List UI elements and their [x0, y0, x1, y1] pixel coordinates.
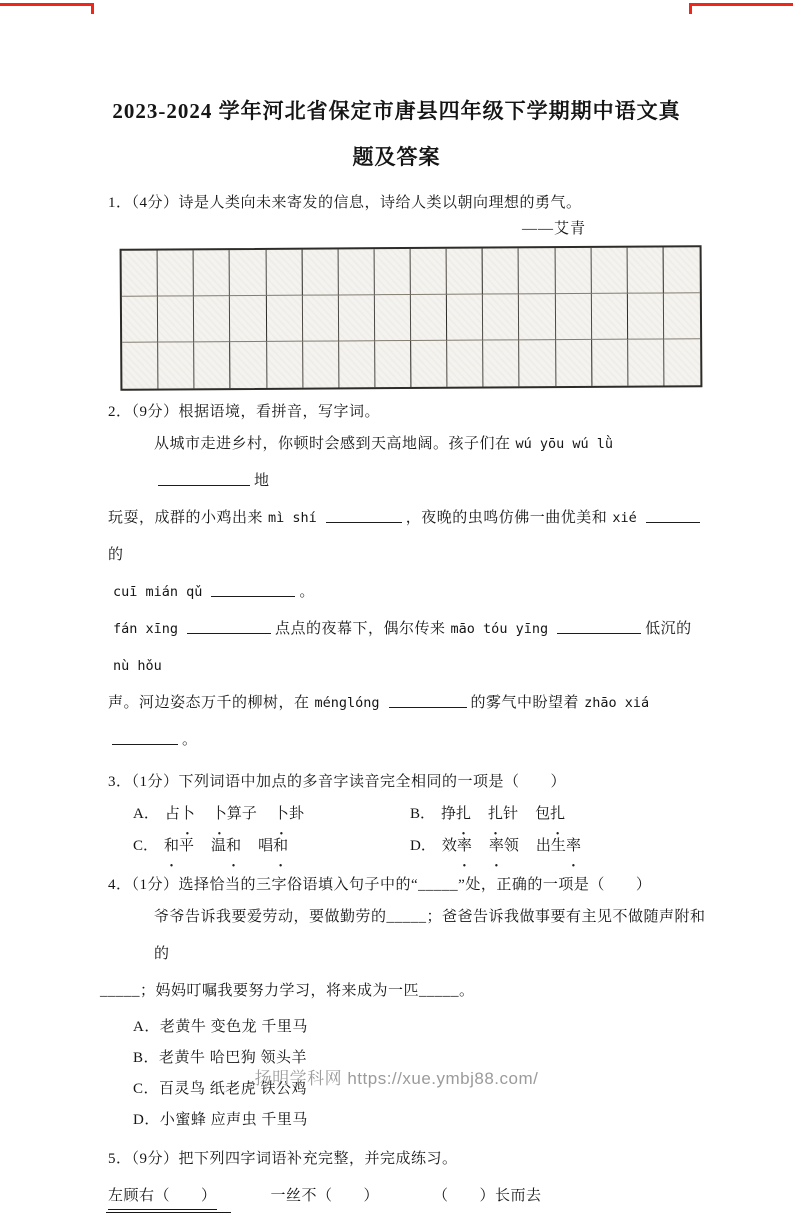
- sentence-text: 。: [182, 732, 198, 748]
- grid-cell: [339, 295, 375, 341]
- answer-blank: [187, 628, 271, 634]
- q3-option-a: [133, 798, 410, 830]
- grid-cell: [628, 293, 664, 339]
- pinyin-text: nù hǒu: [113, 658, 162, 674]
- answer-blank: [389, 702, 467, 708]
- question-1-attribution: ——艾青: [521, 221, 586, 237]
- grid-cell: [339, 341, 375, 387]
- grid-cell: [411, 341, 447, 387]
- sentence-text: 。: [299, 584, 315, 600]
- grid-cell: [230, 296, 266, 342]
- option-word: 率领: [488, 838, 519, 854]
- grid-cell: [375, 295, 411, 341]
- answer-blank: [158, 480, 250, 486]
- answer-blank: [326, 517, 402, 523]
- option-word: 温和: [211, 838, 242, 854]
- pinyin-text: zhāo xiá: [584, 695, 650, 711]
- sentence-text: 从城市走进乡村，你顿时会感到天高地阔。孩子们在: [154, 436, 511, 452]
- pinyin-text: māo tóu yīng: [450, 621, 549, 637]
- q3-option-d: [410, 830, 708, 862]
- grid-cell: [483, 340, 519, 386]
- grid-cell: [447, 295, 483, 341]
- grid-cell: [483, 248, 519, 294]
- question-2-passage: [108, 426, 708, 759]
- grid-cell: [592, 340, 628, 386]
- answer-blank: [112, 739, 178, 745]
- grid-cell: [664, 339, 700, 385]
- grid-cell: [266, 250, 302, 296]
- option-word: 卜算子: [211, 806, 257, 822]
- answer-writing-grid: [120, 245, 703, 391]
- grid-cell: [374, 249, 410, 295]
- grid-cell: [555, 248, 591, 294]
- question-3-label: 3．（1分）下列词语中加点的多音字读音完全相同的一项是（ ）: [108, 774, 567, 790]
- answer-blank: [646, 517, 700, 523]
- option-word: 出生率: [535, 838, 581, 854]
- q3-option-a-words: [165, 806, 321, 822]
- page-title-line-2: 题及答案: [352, 145, 441, 169]
- grid-cell: [194, 342, 230, 388]
- grid-cell: [302, 295, 338, 341]
- grid-cell: [375, 341, 411, 387]
- q3-option-a-key: A．: [133, 806, 159, 822]
- crop-mark-top-right-horizontal: [689, 3, 793, 6]
- option-row: A．老黄牛 变色龙 千里马: [133, 1019, 308, 1035]
- exam-body: [100, 190, 708, 1210]
- q3-option-b: [410, 798, 708, 830]
- sentence-text: 玩耍，成群的小鸡出来: [108, 510, 264, 526]
- sentence-text: 点点的夜幕下，偶尔传来: [275, 621, 446, 637]
- q3-option-d-words: [442, 838, 598, 854]
- option-word: 扎针: [488, 806, 519, 822]
- grid-cell: [520, 340, 556, 386]
- crop-mark-top-right-vertical: [689, 3, 692, 14]
- q3-option-d-key: D．: [410, 838, 436, 854]
- page-title-line-1: 2023-2024 学年河北省保定市唐县四年级下学期期中语文真: [112, 99, 681, 123]
- option-word: 包扎: [535, 806, 566, 822]
- crop-mark-top-left-vertical: [91, 3, 94, 14]
- q4-line-1: 爷爷告诉我要爱劳动，要做勤劳的_____；爸爸告诉我做事要有主见不做随声附和的: [154, 909, 706, 962]
- grid-cell: [158, 250, 194, 296]
- answer-blank: [211, 591, 295, 597]
- grid-cell: [411, 249, 447, 295]
- grid-cell: [194, 250, 230, 296]
- question-2-label: 2．（9分）根据语境，看拼音，写字词。: [108, 404, 381, 420]
- grid-cell: [555, 294, 591, 340]
- q4-line-2: _____；妈妈叮嘱我要努力学习，将来成为一匹_____。: [100, 983, 475, 999]
- q3-option-c-key: C．: [133, 838, 159, 854]
- grid-cell: [591, 248, 627, 294]
- option-word: 效率: [441, 838, 472, 854]
- idiom-item: 左顾右（ ）: [108, 1183, 217, 1210]
- idiom-item: （ ）长而去: [433, 1188, 542, 1204]
- sentence-text: 的雾气中盼望着: [470, 695, 580, 711]
- grid-cell: [483, 294, 519, 340]
- footer-watermark: 扬明学科网 https://xue.ymbj88.com/: [254, 1069, 539, 1088]
- grid-cell: [447, 341, 483, 387]
- sentence-text: 地: [254, 473, 270, 489]
- pinyin-text: xié: [612, 510, 637, 526]
- pinyin-text: mì shí: [268, 510, 317, 526]
- grid-cell: [591, 294, 627, 340]
- question-1-label: 1．（4分）诗是人类向未来寄发的信息，诗给人类以朝向理想的勇气。: [108, 195, 582, 211]
- question-4-label: 4．（1分）选择恰当的三字俗语填入句子中的“_____”处，正确的一项是（ ）: [108, 877, 652, 893]
- q2-line-3: [108, 574, 708, 611]
- pinyin-text: ménglóng: [314, 695, 380, 711]
- q3-option-b-words: [441, 806, 582, 822]
- grid-cell: [663, 247, 699, 293]
- grid-cell: [158, 296, 194, 342]
- grid-cell: [628, 339, 664, 385]
- idiom-item: 一丝不（ ）: [270, 1188, 380, 1204]
- option-word: 唱和: [258, 838, 289, 854]
- grid-cell: [266, 296, 302, 342]
- grid-cell: [664, 293, 700, 339]
- grid-cell: [411, 295, 447, 341]
- q2-line-5: [108, 685, 708, 759]
- grid-cell: [447, 249, 483, 295]
- grid-cell: [267, 342, 303, 388]
- pinyin-text: cuī mián qǔ: [113, 584, 203, 600]
- grid-cell: [303, 341, 339, 387]
- sentence-text: 低沉的: [645, 621, 692, 637]
- q3-option-b-key: B．: [410, 806, 436, 822]
- pinyin-text: wú yōu wú lǜ: [515, 436, 614, 452]
- option-word: 挣扎: [441, 806, 472, 822]
- grid-cell: [158, 342, 194, 388]
- grid-cell: [519, 248, 555, 294]
- option-word: 占卜: [164, 806, 195, 822]
- grid-cell: [556, 340, 592, 386]
- grid-cell: [230, 250, 266, 296]
- grid-cell: [122, 343, 158, 389]
- q2-line-2: [108, 500, 708, 574]
- question-3-options: [108, 798, 708, 862]
- grid-cell: [338, 249, 374, 295]
- option-row: B．老黄牛 哈巴狗 领头羊: [133, 1050, 308, 1066]
- option-row: D．小蜜蜂 应声虫 千里马: [133, 1112, 308, 1128]
- grid-cell: [194, 296, 230, 342]
- question-5-label: 5．（9分）把下列四字词语补充完整，并完成练习。: [108, 1151, 458, 1167]
- grid-cell: [122, 251, 158, 297]
- question-5-idioms: [108, 1183, 708, 1210]
- grid-cell: [302, 249, 338, 295]
- option-row: C．百灵鸟 纸老虎 铁公鸡: [133, 1081, 308, 1097]
- option-word: 卜卦: [273, 806, 304, 822]
- sentence-text: ，夜晚的虫鸣仿佛一曲优美和: [405, 510, 608, 526]
- sentence-text: 的: [108, 547, 124, 563]
- q2-line-1: [108, 426, 708, 500]
- grid-cell: [231, 342, 267, 388]
- page-title: [0, 0, 793, 180]
- grid-cell: [627, 247, 663, 293]
- q3-option-c-words: [164, 838, 305, 854]
- q2-line-4: [108, 611, 708, 685]
- option-word: 和平: [164, 838, 195, 854]
- crop-mark-top-left-horizontal: [0, 3, 94, 6]
- grid-cell: [519, 294, 555, 340]
- answer-blank: [557, 628, 641, 634]
- grid-cell: [122, 297, 158, 343]
- pinyin-text: fán xīng: [113, 621, 179, 637]
- sentence-text: 声。河边姿态万千的柳树，在: [108, 695, 310, 711]
- q3-option-c: [133, 830, 410, 862]
- question-4-passage: [100, 899, 708, 1010]
